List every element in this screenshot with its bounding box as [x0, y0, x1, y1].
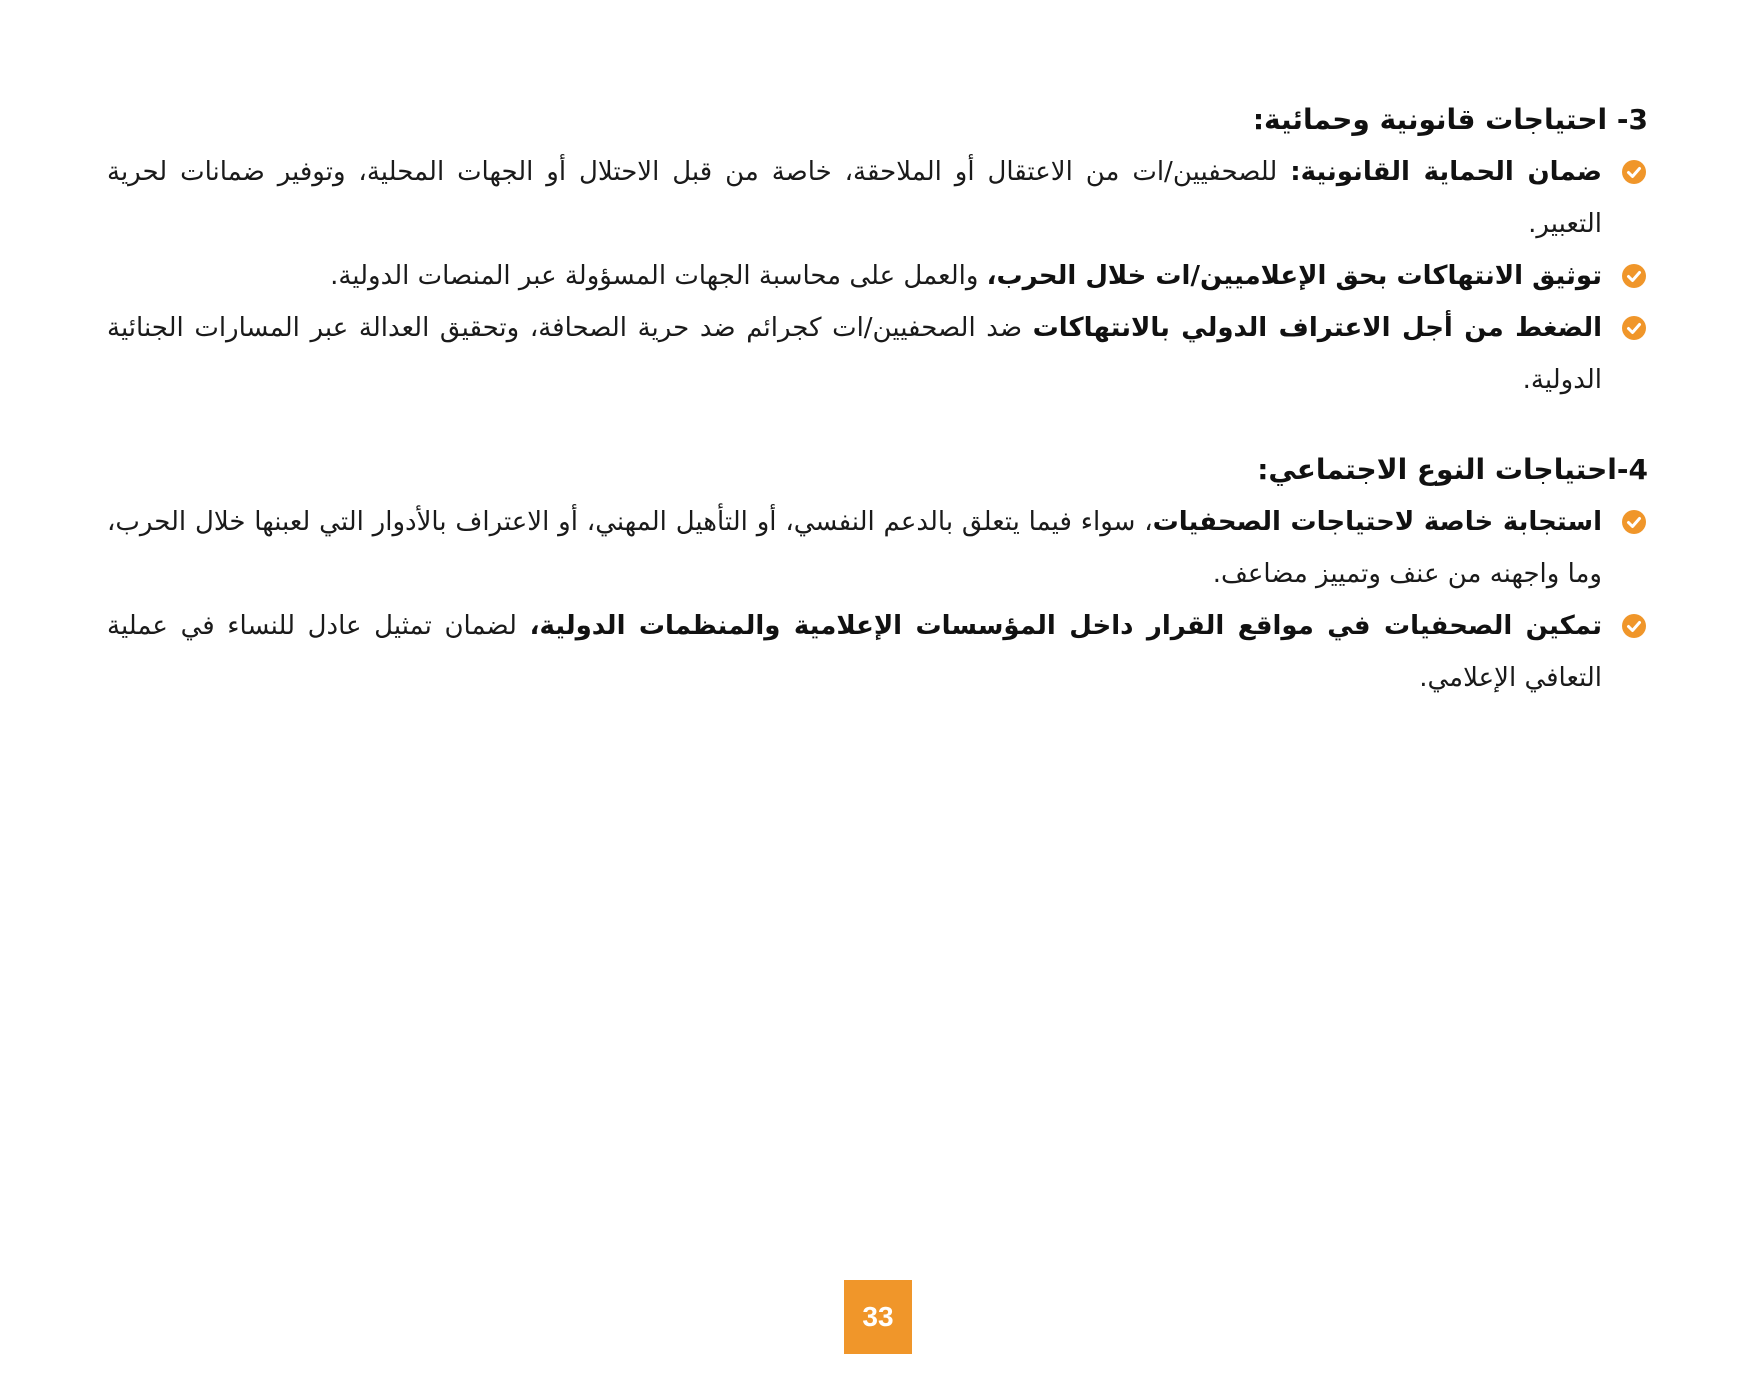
bullet-heading: ضمان الحماية القانونية: — [1290, 157, 1602, 187]
check-circle-icon — [1620, 508, 1648, 536]
check-circle-icon — [1620, 612, 1648, 640]
section-gender-needs — [107, 444, 1648, 704]
section-title: 3- احتياجات قانونية وحمائية: — [1252, 103, 1648, 136]
section-title: 4-احتياجات النوع الاجتماعي: — [1257, 453, 1648, 486]
bullet-item — [107, 496, 1648, 600]
section-legal-needs — [107, 94, 1648, 406]
check-circle-icon — [1620, 158, 1648, 186]
bullet-text: والعمل على محاسبة الجهات المسؤولة عبر المنصات الدولية. — [330, 261, 987, 291]
bullet-text: ضد الصحفيين/ات كجرائم ضد حرية الصحافة، وتحقيق العدالة عبر المسارات الجنائية الدولية. — [107, 313, 1602, 395]
bullet-item — [107, 146, 1648, 250]
bullet-item — [107, 302, 1648, 406]
bullet-text: ، سواء فيما يتعلق بالدعم النفسي، أو التأهيل المهني، أو الاعتراف بالأدوار التي لعبنها خلال الحرب، وما واجهنه من عنف وتمييز مضاعف. — [107, 507, 1602, 589]
bullet-heading: الضغط من أجل الاعتراف الدولي بالانتهاكات — [1032, 313, 1602, 343]
page-number: 33 — [844, 1280, 912, 1354]
bullet-heading: تمكين الصحفيات في مواقع القرار داخل المؤسسات الإعلامية والمنظمات الدولية، — [529, 611, 1602, 641]
bullet-item — [107, 250, 1648, 302]
check-circle-icon — [1620, 262, 1648, 290]
bullet-heading: توثيق الانتهاكات بحق الإعلاميين/ات خلال الحرب، — [986, 261, 1602, 291]
document-page — [107, 94, 1648, 742]
check-circle-icon — [1620, 314, 1648, 342]
bullet-text: لضمان تمثيل عادل للنساء في عملية التعافي الإعلامي. — [107, 611, 1602, 693]
bullet-item — [107, 600, 1648, 704]
bullet-text: للصحفيين/ات من الاعتقال أو الملاحقة، خاصة من قبل الاحتلال أو الجهات المحلية، وتوفير ضمانات لحرية التعبير. — [107, 157, 1602, 239]
bullet-heading: استجابة خاصة لاحتياجات الصحفيات — [1152, 507, 1602, 537]
